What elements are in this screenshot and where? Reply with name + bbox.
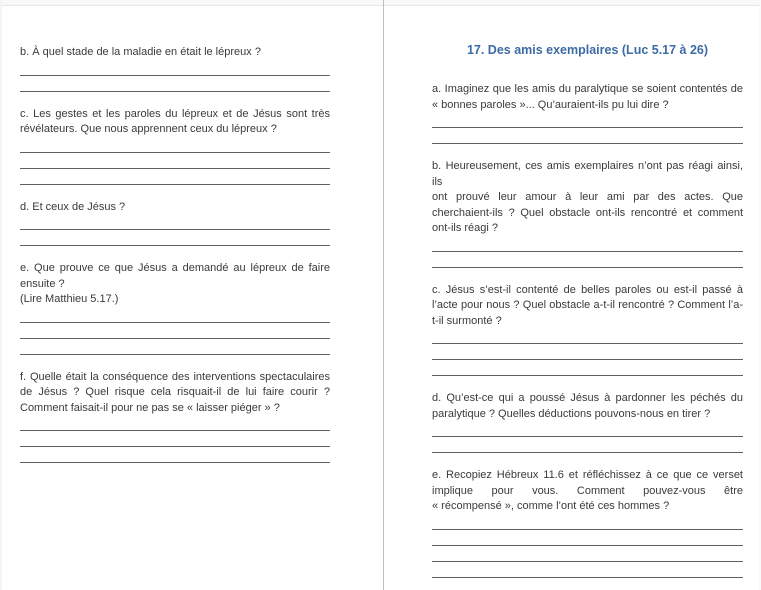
answer-line — [20, 77, 330, 92]
answer-line — [432, 329, 743, 344]
question-text-line: a. Imaginez que les amis du paralytique se soient contentés de — [432, 83, 743, 95]
answer-line — [432, 547, 743, 562]
question-block — [432, 468, 743, 578]
question-text-line: b. Heureusement, ces amis exemplaires n’ont pas réagi ainsi, ils — [432, 160, 743, 188]
question-text-line: « bonnes paroles »... Qu’auraient-ils pu lui dire ? — [432, 98, 669, 111]
question-text-line: f. Quelle était la conséquence des interventions spectaculaires — [20, 370, 330, 383]
question-text-line: ensuite ? — [20, 277, 65, 290]
answer-lines — [432, 237, 743, 268]
answer-lines — [432, 422, 743, 453]
question-text-line: d. Et ceux de Jésus ? — [20, 200, 126, 213]
answer-line — [432, 438, 743, 453]
answer-line — [432, 422, 743, 437]
question-text-line: ont prouvé leur amour à leur ami par des actes. Que — [432, 191, 743, 203]
question-text-line: Comment faisait-il pour ne pas se « laisser piéger » ? — [20, 401, 280, 414]
answer-line — [20, 448, 330, 463]
answer-line — [20, 154, 330, 169]
answer-lines — [432, 515, 743, 578]
answer-lines — [20, 308, 330, 355]
question-text-line: b. À quel stade de la maladie en était le lépreux ? — [20, 46, 261, 58]
answer-lines — [432, 113, 743, 144]
answer-line — [432, 237, 743, 252]
question-block — [432, 82, 743, 144]
answer-line — [432, 531, 743, 546]
answer-line — [20, 231, 330, 246]
question-text-line: (Lire Matthieu 5.17.) — [20, 293, 119, 305]
answer-line — [432, 345, 743, 360]
question-text-line: t-il surmonté ? — [432, 314, 502, 327]
question-block — [432, 283, 743, 377]
question-text-line: e. Que prouve ce que Jésus a demandé au lépreux de faire — [20, 262, 330, 274]
right-page — [384, 0, 761, 590]
question-text-line: paralytique ? Quelles déductions pouvons-nous en tirer ? — [432, 407, 711, 420]
question-text-line: de Jésus ? Quel risque cela risquait-il de lui faire courir ? — [20, 386, 330, 398]
answer-line — [432, 515, 743, 530]
answer-lines — [432, 329, 743, 376]
answer-line — [432, 253, 743, 268]
question-text-line: ont-ils réagi ? — [432, 222, 499, 234]
answer-line — [432, 113, 743, 128]
question-text-line: c. Jésus s’est-il contenté de belles paroles ou est-il passé à — [432, 283, 743, 296]
answer-line — [20, 308, 330, 323]
answer-lines — [20, 138, 330, 185]
answer-line — [432, 361, 743, 376]
question-text-line: « récompensé », comme l’ont été ces hommes ? — [432, 500, 670, 512]
answer-line — [432, 129, 743, 144]
answer-lines — [20, 61, 330, 92]
question-text-line: c. Les gestes et les paroles du lépreux et de Jésus sont très — [20, 107, 330, 120]
question-block — [432, 159, 743, 268]
answer-lines — [20, 416, 330, 463]
question-block — [20, 45, 330, 92]
question-text-line: l’acte pour nous ? Quel obstacle a-t-il rencontré ? Comment l’a- — [432, 299, 743, 311]
answer-line — [20, 61, 330, 76]
answer-lines — [20, 215, 330, 246]
question-text-line: révélateurs. Que nous apprennent ceux du lépreux ? — [20, 123, 277, 135]
question-text-line: e. Recopiez Hébreux 11.6 et réfléchissez à ce que ce verset — [432, 469, 743, 481]
question-block — [20, 200, 330, 247]
question-block — [20, 370, 330, 464]
question-block — [432, 391, 743, 453]
answer-line — [20, 432, 330, 447]
answer-line — [20, 215, 330, 230]
question-text-line: cherchaient-ils ? Quel obstacle ont-ils rencontré et comment — [432, 206, 743, 219]
question-text-line: d. Qu’est-ce qui a poussé Jésus à pardonner les péchés du — [432, 392, 743, 404]
answer-line — [20, 416, 330, 431]
answer-line — [20, 170, 330, 185]
question-block — [20, 107, 330, 185]
section-title: 17. Des amis exemplaires (Luc 5.17 à 26) — [466, 43, 709, 57]
question-block — [20, 261, 330, 355]
answer-line — [20, 340, 330, 355]
question-text-line: implique pour vous. Comment pouvez-vous être — [432, 484, 743, 497]
answer-line — [432, 563, 743, 578]
answer-line — [20, 138, 330, 153]
answer-line — [20, 324, 330, 339]
